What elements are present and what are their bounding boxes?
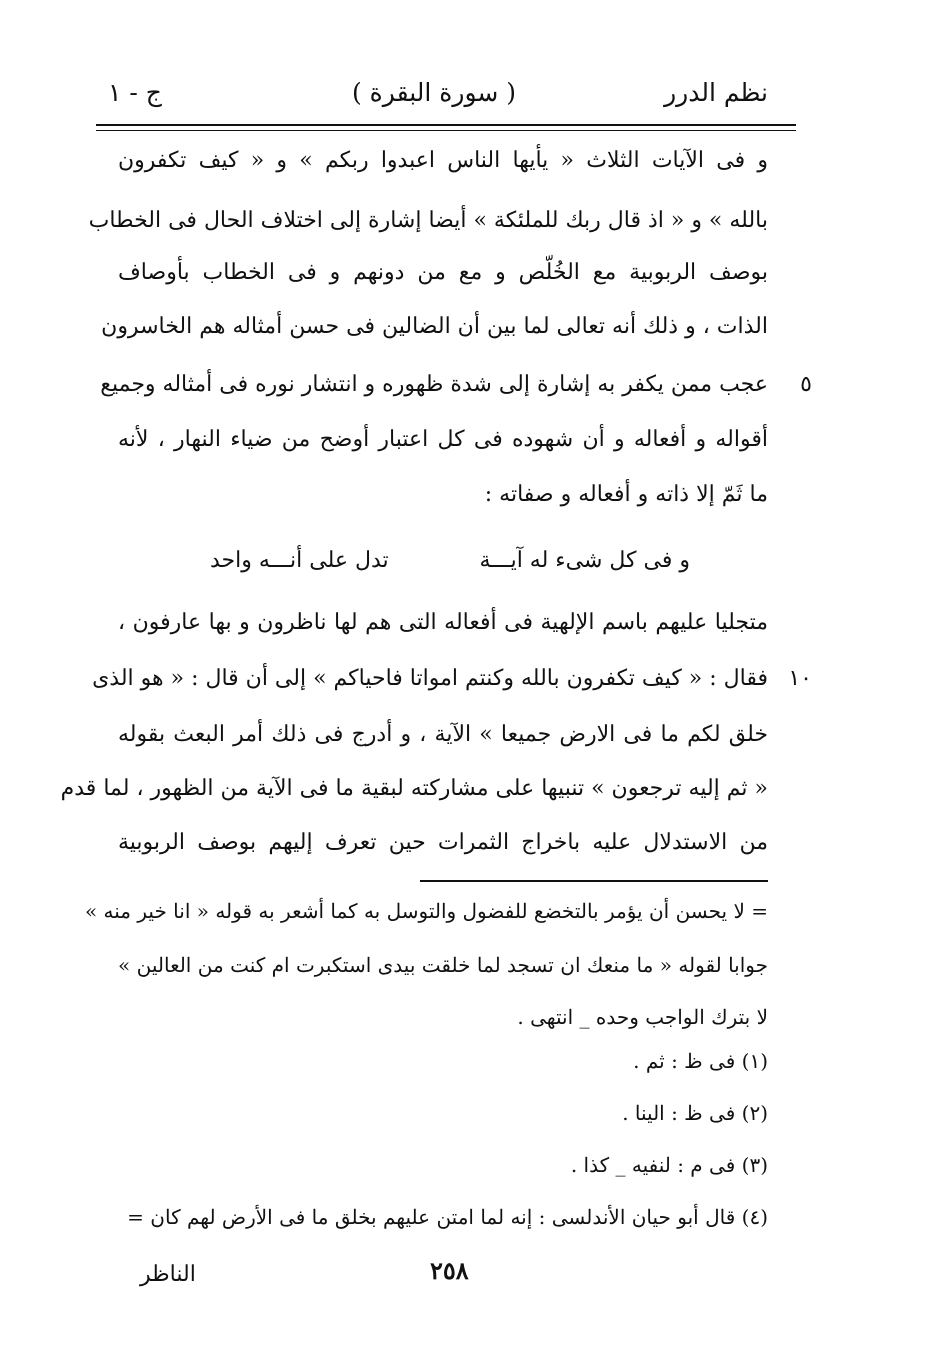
footnote-separator	[420, 880, 768, 882]
page-header	[100, 78, 768, 118]
footnote-continuation: لا بترك الواجب وحده _ انتهى .	[517, 1005, 768, 1029]
footnote-continuation: جوابا لقوله « ما منعك ان تسجد لما خلقت بيدى استكبرت ام كنت من العالين »	[118, 953, 768, 977]
page-number: ٢٥٨	[430, 1256, 469, 1285]
body-line: خلق لكم ما فى الارض جميعا » الآية ، و أدرج فى ذلك أمر البعث بقوله	[118, 722, 768, 747]
verse-hemistich-1: و فى كل شىء له آيـــة	[479, 548, 690, 573]
body-line: « ثم إليه ترجعون » تنبيها على مشاركته لبقية ما فى الآية من الظهور ، لما قدم	[60, 776, 768, 801]
body-line: بوصف الربوبية مع الخُلّص و مع من دونهم و فى الخطاب بأوصاف	[118, 260, 768, 285]
footnote-2: (٢) فى ظ : الينا .	[622, 1101, 768, 1125]
poetry-verse	[210, 546, 690, 576]
header-rule	[96, 124, 796, 126]
footer-signature: الناظر	[140, 1262, 196, 1287]
body-line: أقواله و أفعاله و أن شهوده فى كل اعتبار أوضح من ضياء النهار ، لأنه	[118, 427, 768, 452]
body-line: ما ثَمّ إلا ذاته و أفعاله و صفاته :	[484, 482, 768, 507]
body-line: متجليا عليهم باسم الإلهية فى أفعاله التى هم لها ناظرون و بها عارفون ،	[118, 610, 768, 635]
book-title: نظم الدرر	[664, 78, 768, 107]
surah-title: ( سورة البقرة )	[351, 78, 517, 107]
line-number-10: ١٠	[788, 666, 812, 691]
body-line: و فى الآيات الثلاث « يأيها الناس اعبدوا ربكم » و « كيف تكفرون	[118, 148, 768, 173]
body-line: فقال : « كيف تكفرون بالله وكنتم امواتا فاحياكم » إلى أن قال : « هو الذى	[92, 666, 768, 691]
volume-label: ج - ١	[108, 78, 162, 107]
verse-hemistich-2: تدل على أنـــه واحد	[210, 548, 389, 573]
footnote-continuation: = لا يحسن أن يؤمر بالتخضع للفضول والتوسل به كما أشعر به قوله « انا خير منه »	[84, 899, 768, 923]
footnote-4: (٤) قال أبو حيان الأندلسى : إنه لما امتن عليهم بخلق ما فى الأرض لهم كان =	[127, 1205, 768, 1229]
line-number-5: ٥	[800, 372, 812, 397]
body-line: عجب ممن يكفر به إشارة إلى شدة ظهوره و انتشار نوره فى أمثاله وجميع	[100, 372, 768, 397]
footnote-1: (١) فى ظ : ثم .	[633, 1049, 768, 1073]
body-line: من الاستدلال عليه باخراج الثمرات حين تعرف إليهم بوصف الربوبية	[118, 830, 768, 855]
body-line: بالله » و « اذ قال ربك للملئكة » أيضا إشارة إلى اختلاف الحال فى الخطاب	[88, 208, 768, 233]
header-rule-thin	[96, 130, 796, 131]
footnote-3: (٣) فى م : لنفيه _ كذا .	[570, 1153, 768, 1177]
body-line: الذات ، و ذلك أنه تعالى لما بين أن الضالين فى حسن أمثاله هم الخاسرون	[101, 314, 768, 339]
